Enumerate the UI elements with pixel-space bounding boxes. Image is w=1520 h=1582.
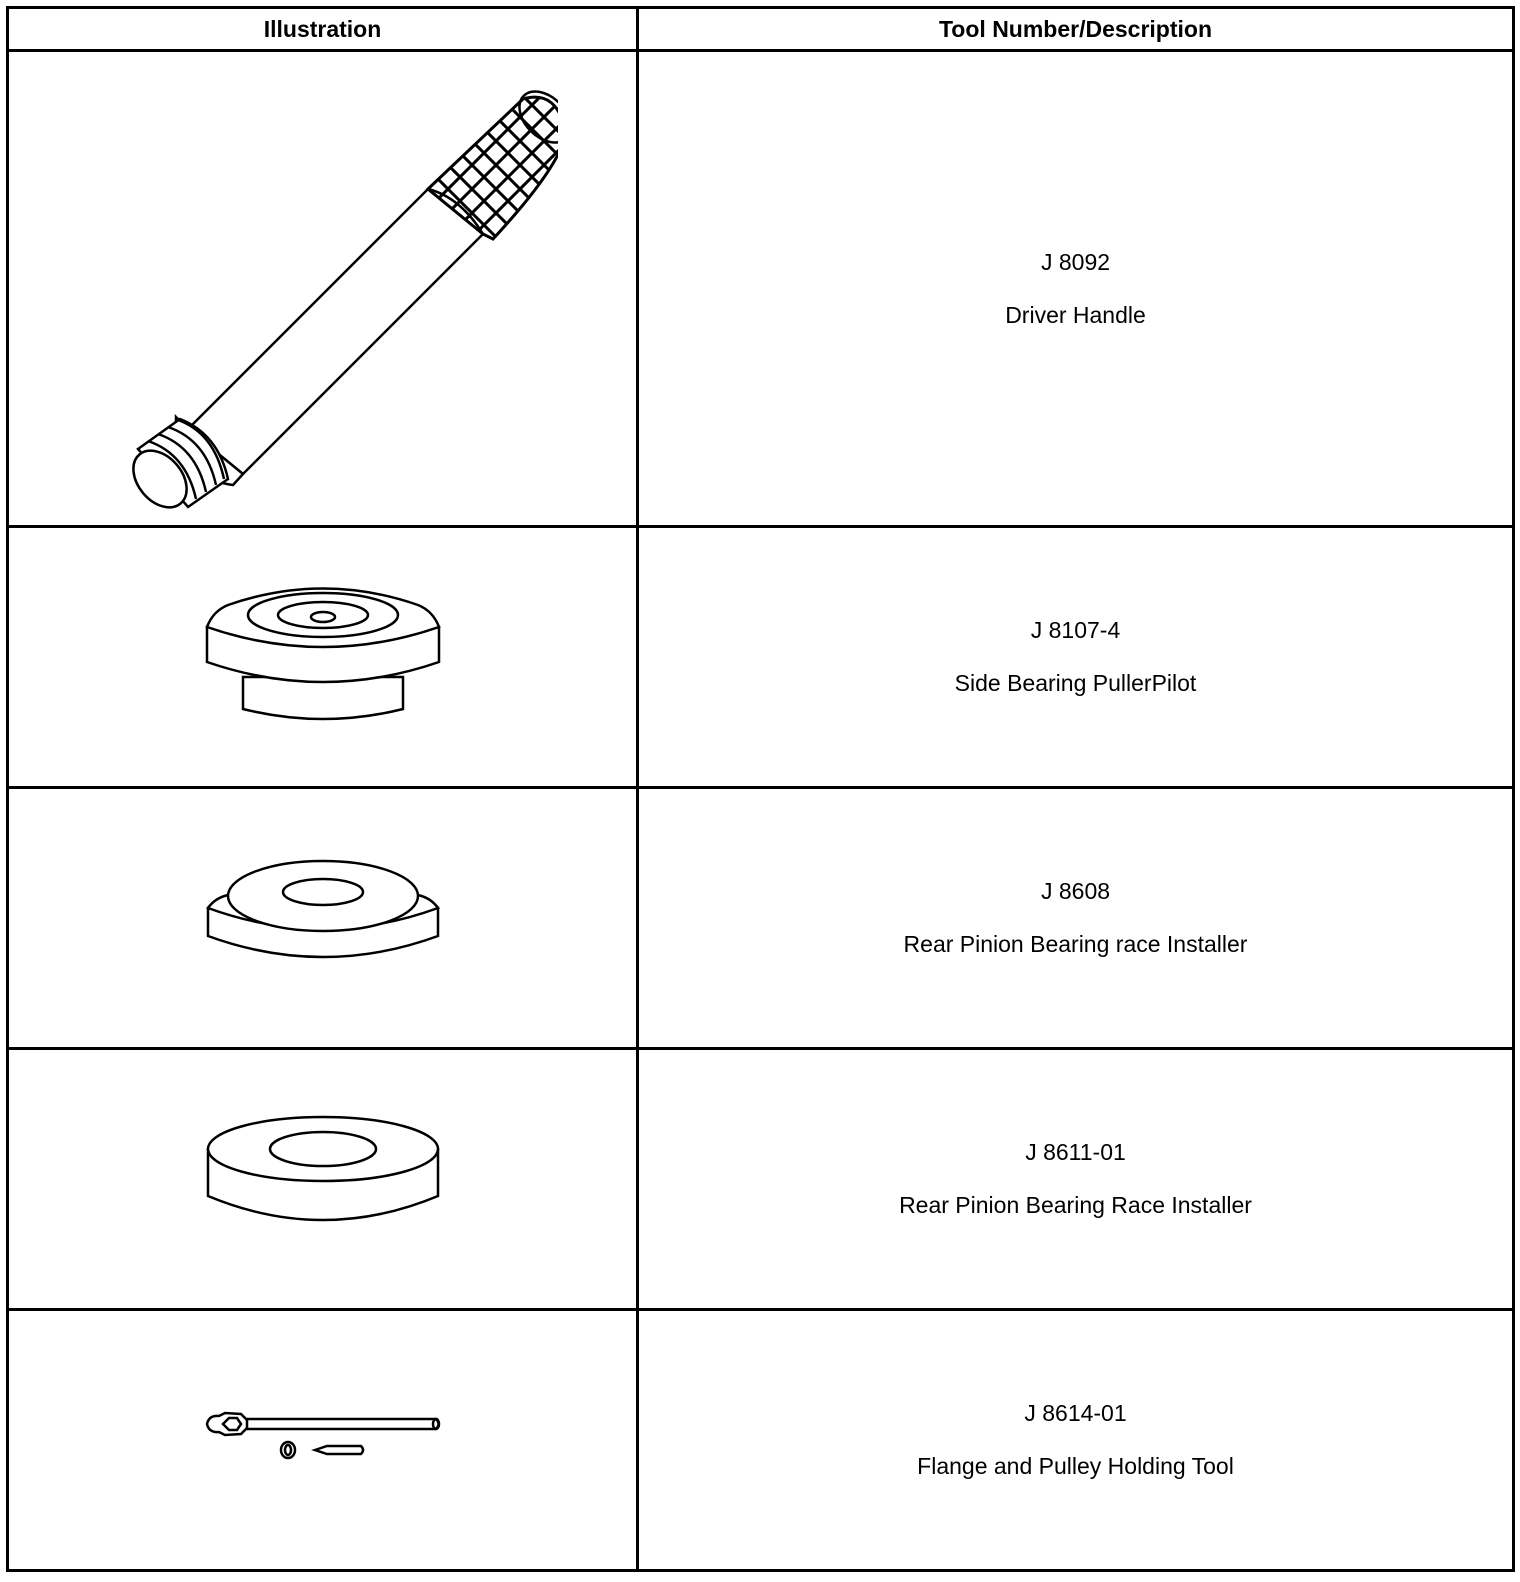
table-row [8,1049,1514,1310]
race-installer-disc-icon [203,1114,443,1244]
special-tools-table [6,6,1515,1572]
tool-description-cell [638,788,1514,1049]
illustration-cell [8,527,638,788]
tool-name: Flange and Pulley Holding Tool [917,1453,1234,1479]
tool-number: J 8614-01 [1024,1400,1127,1426]
tool-description-cell [638,51,1514,527]
table-row [8,527,1514,788]
driver-handle-icon [88,69,558,509]
table-row [8,1310,1514,1571]
table-header-row [8,8,1514,51]
tool-number: J 8092 [1040,248,1111,275]
table-row [8,51,1514,527]
race-installer-icon [203,858,443,978]
tool-name: Driver Handle [1005,301,1146,328]
illustration-cell [8,1049,638,1310]
tool-number: J 8107-4 [1030,617,1121,643]
illustration-cell [8,51,638,527]
illustration-cell [8,788,638,1049]
header-illustration: Illustration [8,8,638,51]
tool-description-cell [638,527,1514,788]
tool-number: J 8608 [1040,878,1111,904]
tool-description-cell [638,1049,1514,1310]
tool-name: Side Bearing PullerPilot [954,670,1197,696]
table-row [8,788,1514,1049]
tool-name: Rear Pinion Bearing race Installer [903,931,1248,957]
tool-name: Rear Pinion Bearing Race Installer [899,1192,1252,1218]
illustration-cell [8,1310,638,1571]
tool-description-cell [638,1310,1514,1571]
tool-number: J 8611-01 [1025,1139,1126,1165]
puller-pilot-icon [203,577,443,737]
holding-tool-icon [203,1410,443,1470]
header-tool-description: Tool Number/Description [638,8,1514,51]
